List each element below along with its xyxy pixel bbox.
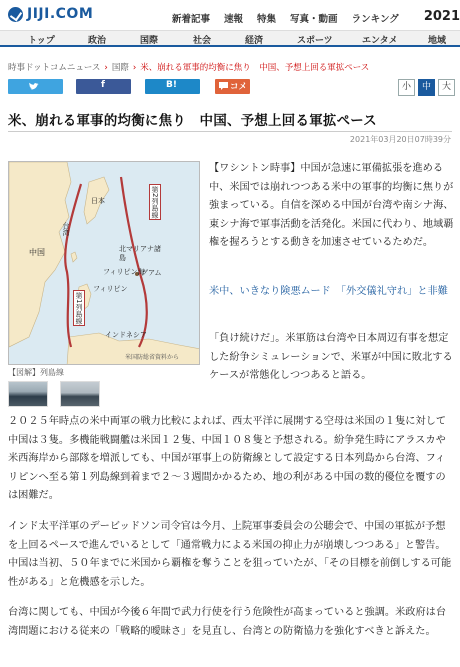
hatena-bookmark-icon: B! [166,80,177,90]
related-article-link[interactable]: 米中、いきなり険悪ムード 「外交儀礼守れ」と非難 [209,286,448,297]
twitter-share-button[interactable] [8,79,63,94]
twitter-bird-icon [8,79,63,94]
top-nav-ranking[interactable]: ランキング [351,14,399,25]
map-label-china: 中国 [29,248,45,257]
top-nav-feature[interactable]: 特集 [257,14,277,25]
main-nav-entertainment[interactable]: エンタメ [362,36,398,46]
facebook-icon: f [101,80,105,90]
top-nav-photo-video[interactable]: 写真・動画 [290,14,338,25]
main-nav-economy[interactable]: 経済 [245,36,264,46]
map-label-taiwan: 台湾 [62,222,70,236]
header-year: 2021 [423,9,460,24]
main-nav [0,30,460,47]
breadcrumb [8,61,369,73]
map-label-guam: グアム [141,269,162,277]
article-paragraph-4: 台湾に関しても、中国が今後６年間で武力行使を行う危険性が高まっていると強調。米政府は台湾問題における従来の「戦略的曖昧さ」を見直し、台湾との防衛協力を強化すべきと訴えた。 [8,607,447,637]
facebook-share-button[interactable] [76,79,131,94]
map-label-philippine-sea: フィリピン海 [103,268,145,276]
main-nav-sports[interactable]: スポーツ [297,36,333,46]
top-nav-breaking[interactable]: 速報 [224,14,244,25]
text-size-selector [398,79,455,96]
site-header [0,0,460,30]
comment-label: コメント [230,82,248,104]
main-nav-top[interactable]: トップ [28,36,55,46]
comment-button[interactable] [215,79,250,104]
article-title: 米、崩れる軍事的均衡に焦り 中国、予想上回る軍拡ペース [8,114,377,129]
logo-check-icon [8,7,23,22]
map-label-first-chain: 第1列島線 [75,292,83,325]
map-label-philippines: フィリピン [93,285,128,293]
taiwan-shape [71,252,77,262]
figure-caption: 【図解】列島線 [8,368,64,377]
top-nav-latest[interactable]: 新着記事 [172,14,211,25]
article-paragraph-1: 「負け続けだ」。米軍筋は台湾や日本周辺有事を想定した紛争シミュレーションで、米軍が中国に敗北するケースが常態化しつつあると語る。 [209,333,453,381]
article-paragraph-3: インド太平洋軍のデービッドソン司令官は今月、上院軍事委員会の公聴会で、中国の軍拡が予想を上回るペースで進んでいるとして「通常戦力による米国の抑止力が崩壊しつつある」と警告。中国は当初、５０年までに米国から覇権を奪うことを狙っていたが、「その目標を前倒しする可能性がある」と危機感を示した。 [8,521,452,588]
breadcrumb-home[interactable]: 時事ドットコムニュース [8,63,101,73]
map-label-second-chain: 第2列島線 [151,186,159,219]
site-logo[interactable] [8,6,93,22]
hatena-bookmark-button[interactable] [145,79,200,94]
comment-bubble-icon [218,81,229,92]
text-size-small[interactable]: 小 [398,79,415,96]
map-label-marianas: 北マリアナ諸島 [119,245,161,262]
top-nav [172,11,399,25]
article-date: 2021年03月20日07時39分 [349,135,451,144]
logo-text: JIJI.COM [27,6,94,22]
map-label-japan: 日本 [91,197,105,205]
map-label-indonesia: インドネシア [105,331,147,339]
main-nav-international[interactable]: 国際 [140,36,159,46]
island-chain-map[interactable] [8,161,200,365]
photo-thumbnail-2[interactable] [60,381,100,407]
text-size-medium[interactable]: 中 [418,79,435,96]
chevron-right-icon: › [104,63,108,73]
article-lead: 【ワシントン時事】中国が急速に軍備拡張を進める中、米国では崩れつつある米中の軍事的均衡に焦りが強まっている。自信を深める中国が台湾や南シナ海、東シナ海で軍事活動を活発化。米国に代わり、地域覇権を握ろうとする動きを加速させているためだ。 [209,163,454,248]
photo-thumbnail-1[interactable] [8,381,48,407]
main-nav-society[interactable]: 社会 [193,36,212,46]
breadcrumb-current: 米、崩れる軍事的均衡に焦り 中国、予想上回る軍拡ペース [140,63,370,73]
breadcrumb-section[interactable]: 国際 [111,63,129,73]
main-nav-politics[interactable]: 政治 [88,36,107,46]
main-nav-region[interactable]: 地域 [428,36,447,46]
text-size-large[interactable]: 大 [438,79,455,96]
map-source: 米国防総省資料から [125,354,180,361]
chevron-right-icon: › [132,63,137,73]
article-paragraph-2: ２０２５年時点の米中両軍の戦力比較によれば、西太平洋に展開する空母は米国の１隻に対して中国は３隻。多機能戦闘艦は米国１２隻、中国１０８隻と予想される。紛争発生時にアラスカや米西海岸から部隊を増派しても、中国が軍事上の防衛線として設定する日本列島から台湾、フィリピンへ至る第１列島線到着まで２～３週間かかるため、地の利がある中国の数的優位を覆すのは困難だ。 [8,416,447,501]
